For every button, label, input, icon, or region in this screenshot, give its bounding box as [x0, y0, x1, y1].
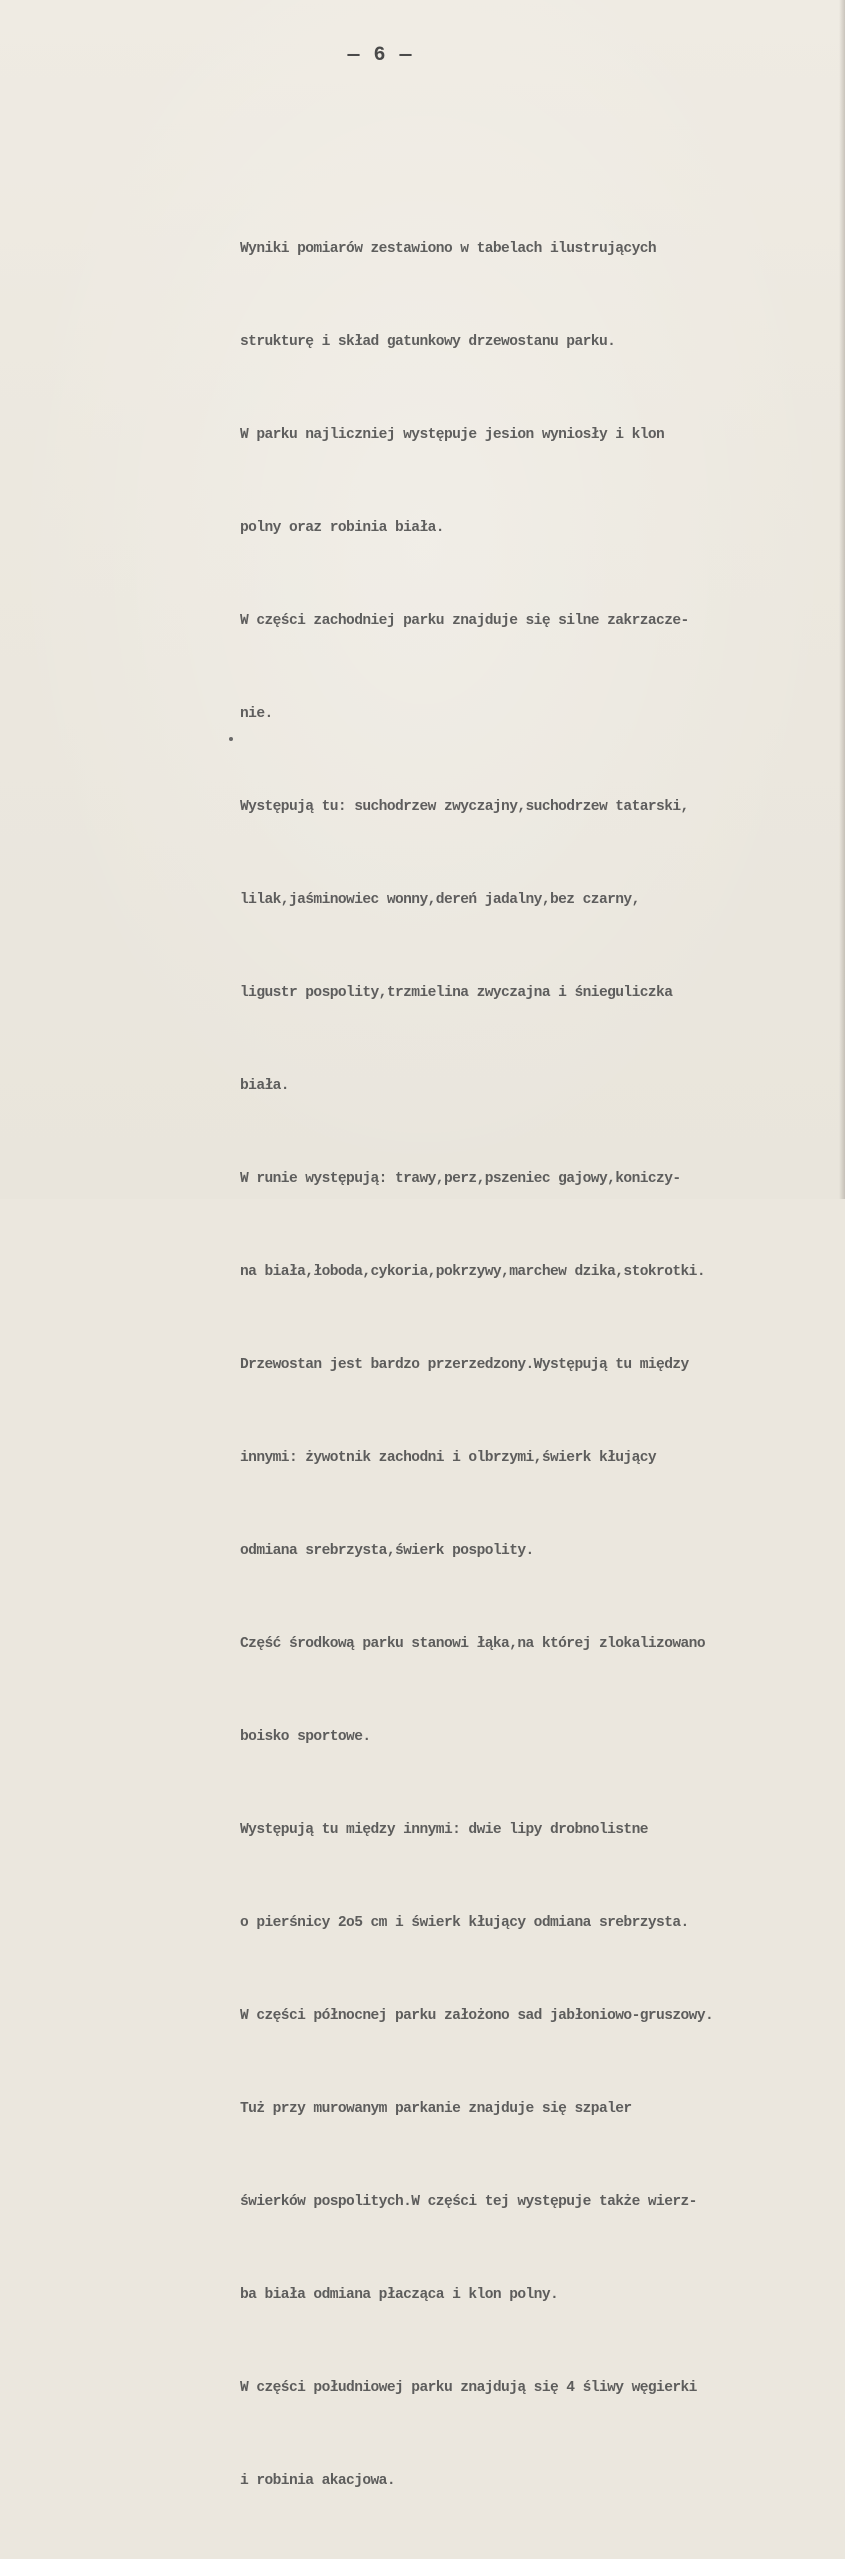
text-line: W części północnej parku założono sad jabłoniowo-gruszowy.	[240, 2008, 714, 2024]
text-line: biała.	[240, 1078, 289, 1094]
text-line: i robinia akacjowa.	[240, 2473, 395, 2489]
text-line: Tuż przy murowanym parkanie znajduje się szpaler	[240, 2101, 632, 2117]
text-line: lilak,jaśminowiec wonny,dereń jadalny,bez czarny,	[240, 892, 640, 908]
body-text	[240, 172, 840, 2559]
text-line: Wyniki pomiarów zestawiono w tabelach ilustrujących	[240, 241, 657, 257]
text-line: nie.	[240, 706, 273, 722]
text-line: Występują tu: suchodrzew zwyczajny,suchodrzew tatarski,	[240, 799, 689, 815]
text-line: Występują tu między innymi: dwie lipy drobnolistne	[240, 1822, 648, 1838]
margin-mark	[229, 737, 233, 741]
text-line: W części południowej parku znajdują się 4 śliwy węgierki	[240, 2380, 697, 2396]
page-number: — 6 —	[347, 44, 413, 67]
text-line: polny oraz robinia biała.	[240, 520, 444, 536]
text-line: strukturę i skład gatunkowy drzewostanu parku.	[240, 334, 616, 350]
text-line: Część środkową parku stanowi łąka,na której zlokalizowano	[240, 1636, 705, 1652]
text-line: odmiana srebrzysta,świerk pospolity.	[240, 1543, 534, 1559]
page-edge-shadow	[839, 0, 845, 1199]
text-line: W runie występują: trawy,perz,pszeniec gajowy,koniczy-	[240, 1171, 681, 1187]
text-line: boisko sportowe.	[240, 1729, 371, 1745]
text-line: ba biała odmiana płacząca i klon polny.	[240, 2287, 559, 2303]
text-line: W parku najliczniej występuje jesion wyniosły i klon	[240, 427, 665, 443]
text-line: o pierśnicy 2o5 cm i świerk kłujący odmiana srebrzysta.	[240, 1915, 689, 1931]
text-line: świerków pospolitych.W części tej występuje także wierz-	[240, 2194, 697, 2210]
text-line: ligustr pospolity,trzmielina zwyczajna i śnieguliczka	[240, 985, 673, 1001]
text-line: Drzewostan jest bardzo przerzedzony.Występują tu między	[240, 1357, 689, 1373]
text-line: innymi: żywotnik zachodni i olbrzymi,świerk kłujący	[240, 1450, 657, 1466]
text-line: na biała,łoboda,cykoria,pokrzywy,marchew dzika,stokrotki.	[240, 1264, 705, 1280]
text-line: W części zachodniej parku znajduje się silne zakrzacze-	[240, 613, 689, 629]
